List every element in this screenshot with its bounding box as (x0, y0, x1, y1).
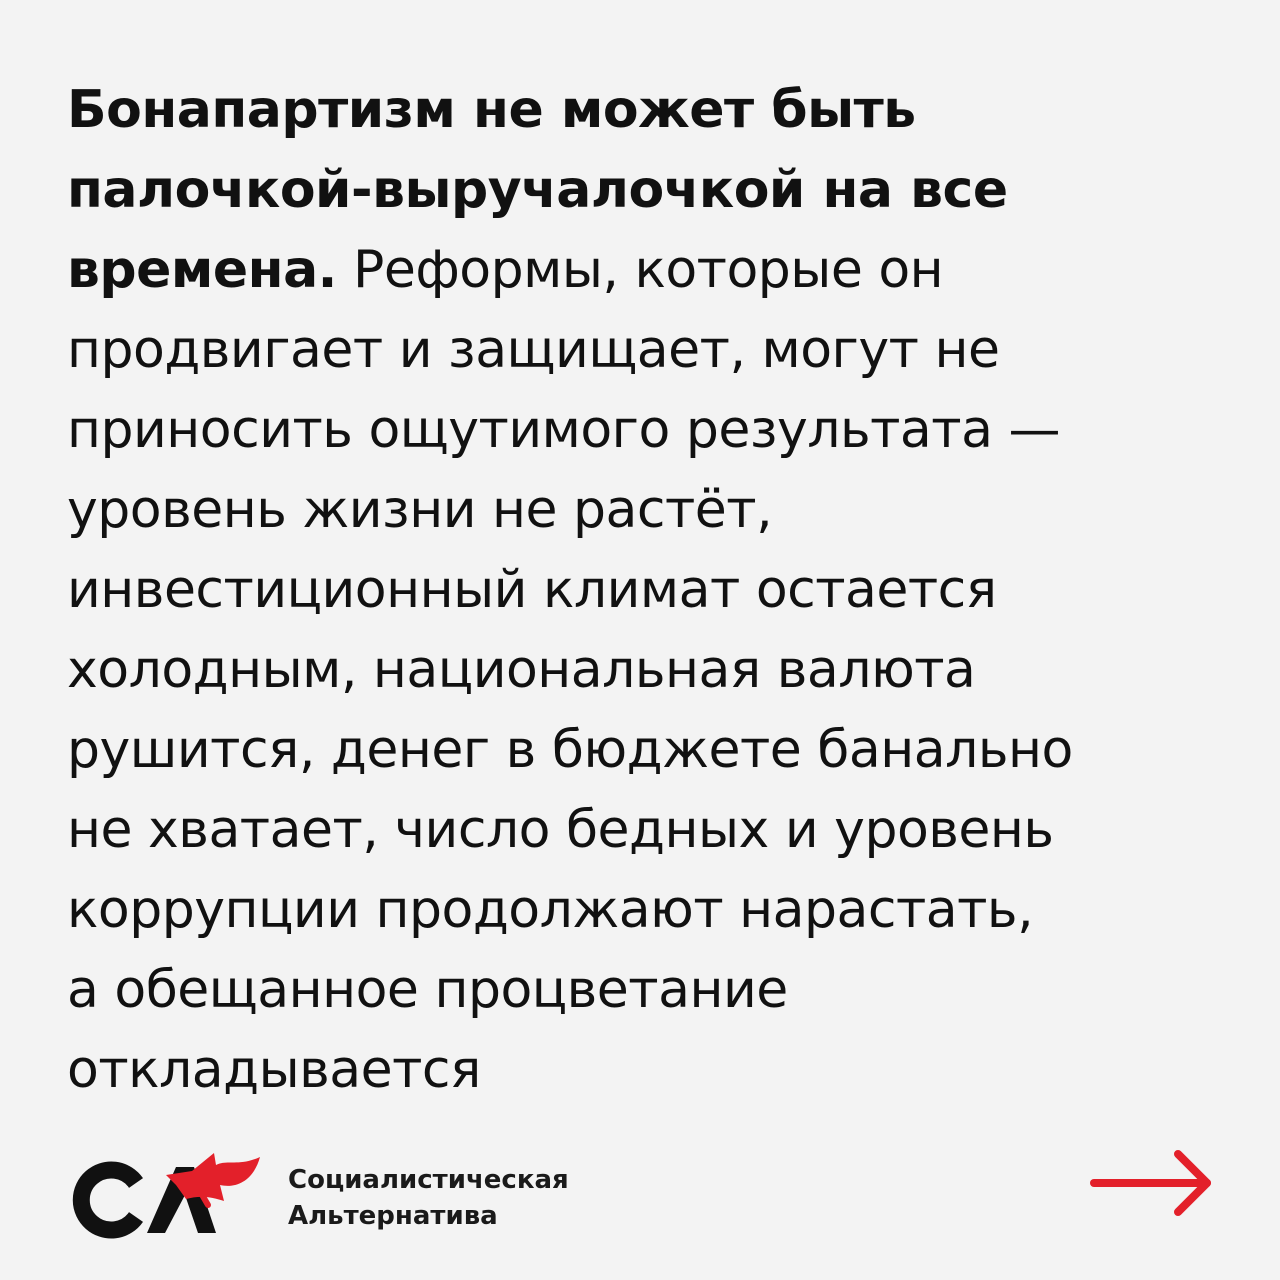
text-line (67, 550, 1217, 630)
text-regular: откладывается (67, 1040, 481, 1100)
text-line (67, 630, 1217, 710)
arrow-right-icon[interactable] (1090, 1148, 1215, 1218)
text-line (67, 1030, 1217, 1110)
text-regular: не хватает, число бедных и уровень (67, 800, 1054, 860)
text-regular: а обещанное процветание (67, 960, 788, 1020)
org-name (288, 1162, 569, 1234)
org-name-line1: Социалистическая (288, 1165, 569, 1195)
text-regular: приносить ощутимого результата — (67, 400, 1060, 460)
text-line (67, 150, 1217, 230)
text-regular: продвигает и защищает, могут не (67, 320, 1000, 380)
text-line (67, 790, 1217, 870)
text-line (67, 950, 1217, 1030)
text-regular: коррупции продолжают нарастать, (67, 880, 1034, 940)
logo-c-letter (81, 1170, 136, 1230)
text-line (67, 310, 1217, 390)
text-bold: Бонапартизм не может быть (67, 80, 916, 140)
org-name-line2: Альтернатива (288, 1201, 498, 1231)
text-line (67, 470, 1217, 550)
text-regular: холодным, национальная валюта (67, 640, 976, 700)
main-text (67, 70, 1217, 1110)
text-line (67, 390, 1217, 470)
logo (66, 1145, 266, 1240)
text-line (67, 710, 1217, 790)
text-bold: времена. (67, 240, 337, 300)
text-regular: инвестиционный климат остается (67, 560, 997, 620)
text-regular: уровень жизни не растёт, (67, 480, 773, 540)
text-bold: палочкой-выручалочкой на все (67, 160, 1008, 220)
text-line (67, 70, 1217, 150)
text-line (67, 870, 1217, 950)
text-regular: рушится, денег в бюджете банально (67, 720, 1073, 780)
text-line (67, 230, 1217, 310)
text-regular: Реформы, которые он (336, 240, 944, 300)
